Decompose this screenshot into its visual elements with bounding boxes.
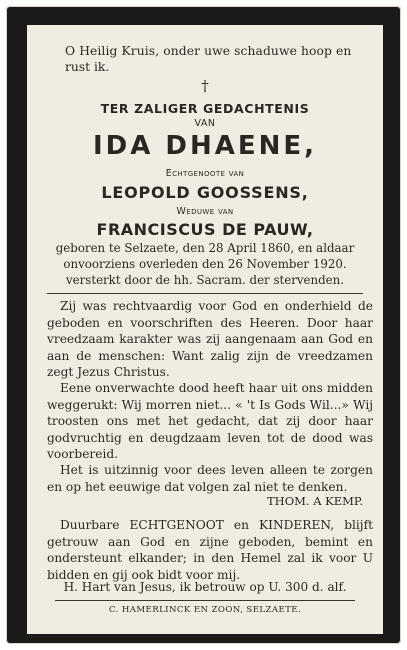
memorial-heading: TER ZALIGER GEDACHTENIS — [100, 101, 310, 116]
spouse-title: Echtgenoote van — [165, 168, 245, 179]
paragraph-virtue: Zij was rechtvaardig voor God en onderhield de geboden en voorschriften des Heeren. Door haar vreedzaam karakter was zij aangenaam aan God en aan de menschen: Want zalig zijn de vreedzamen zegt Jezus Christus. — [47, 299, 373, 379]
paragraph-sudden-death: Eene onverwachte dood heeft haar uit ons midden weggerukt: Wij morren niet... « 't Is Gods Wil...» Wij troosten ons met het gedacht, dat zij door haar godvruchtig en deugdzaam leven tot de dood was voorbereid. — [47, 381, 373, 461]
indulgence-prayer: H. Hart van Jesus, ik betrouw op U. 300 d. alf. — [63, 580, 347, 594]
deceased-name: IDA DHAENE, — [92, 131, 318, 161]
widow-title: Weduwe van — [176, 206, 234, 217]
born-line-2: onvoorziens overleden den 26 November 1920. — [63, 257, 347, 271]
quote-author: THOM. A KEMP. — [267, 494, 363, 508]
prayer-line-1: O Heilig Kruis, onder uwe schaduwe hoop en — [65, 44, 352, 58]
first-husband-name: FRANCISCUS DE PAUW, — [96, 220, 314, 239]
divider-bottom — [55, 600, 355, 601]
van-label-1: VAN — [194, 118, 216, 129]
paragraph-farewell: Duurbare ECHTGENOOT en KINDEREN, blijft getrouw aan God en zijne geboden, bemint en ondersteunt elkander; in den Hemel zal ik voor U bidden en gij ook bidt voor mij. — [47, 518, 373, 582]
born-line-3: versterkt door de hh. Sacram. der stervenden. — [65, 273, 344, 287]
divider-top — [47, 293, 363, 294]
memorial-card-border — [6, 6, 401, 644]
memorial-card-paper — [27, 25, 383, 634]
prayer-line-2: rust ik. — [65, 60, 110, 74]
printer-imprint: C. HAMERLINCK EN ZOON, SELZAETE. — [108, 605, 302, 615]
spouse-name: LEOPOLD GOOSSENS, — [101, 183, 309, 202]
paragraph-kempis-quote: Het is uitzinnig voor dees leven alleen te zorgen en op het eeuwige dat volgen zal niet te denken. — [47, 463, 373, 494]
born-line-1: geboren te Selzaete, den 28 April 1860, en aldaar — [55, 241, 355, 255]
cross-icon: † — [201, 77, 209, 95]
